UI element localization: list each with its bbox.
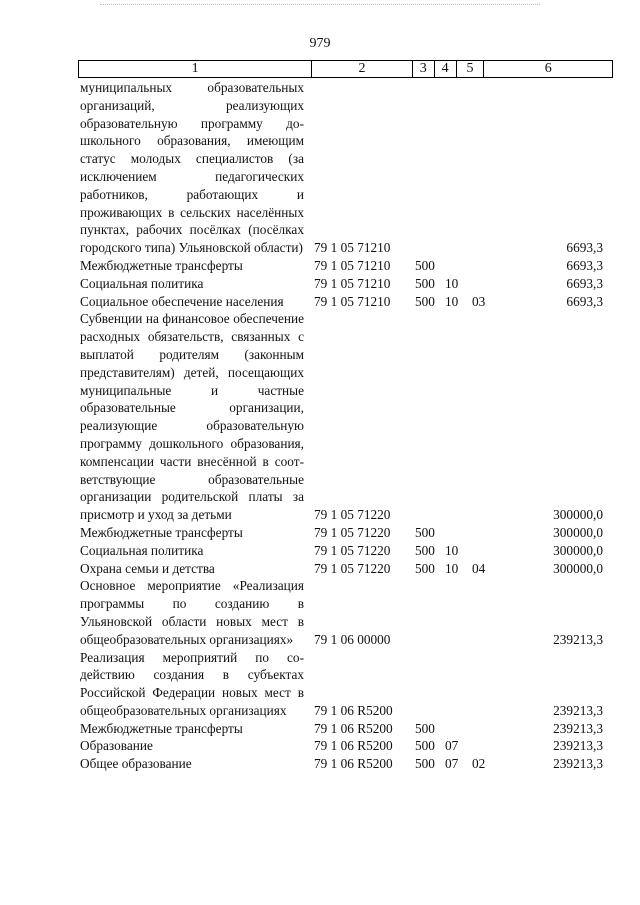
row-code: 79 1 06 00000: [314, 631, 391, 647]
row-col3: 500: [415, 560, 435, 576]
row-code: 79 1 05 71220: [314, 560, 391, 576]
row-amount: 239213,3: [553, 631, 603, 647]
table-row: [80, 737, 613, 755]
table-row: [80, 275, 613, 293]
row-code: 79 1 06 R5200: [314, 738, 393, 754]
table-row: [80, 577, 613, 648]
row-amount: 6693,3: [566, 257, 603, 273]
row-name: Образование: [80, 738, 153, 754]
table-header: [78, 60, 613, 78]
row-code: 79 1 05 71210: [314, 275, 391, 291]
row-amount: 239213,3: [553, 738, 603, 754]
row-col3: 500: [415, 738, 435, 754]
row-amount: 239213,3: [553, 720, 603, 736]
row-amount: 239213,3: [553, 756, 603, 772]
row-col3: 500: [415, 293, 435, 309]
table-row: [80, 560, 613, 578]
table-row: [80, 257, 613, 275]
table-row: [80, 524, 613, 542]
scan-artifact-line: [100, 4, 540, 9]
row-col4: 07: [445, 738, 459, 754]
row-amount: 300000,0: [553, 542, 603, 558]
row-col4: 10: [445, 560, 459, 576]
table-row: [80, 293, 613, 311]
row-code: 79 1 06 R5200: [314, 756, 393, 772]
row-amount: 6693,3: [566, 275, 603, 291]
row-col4: 10: [445, 542, 459, 558]
row-amount: 300000,0: [553, 507, 603, 523]
row-col5: 02: [472, 756, 486, 772]
row-name: Основное мероприятие «Реализация программы по созданию в Ульяновской области новых мест в общеобразовательных организациях»: [80, 578, 304, 647]
row-name: муниципальных образовательных организаций, реализующих образовательную программу дошкольного образования, имеющим статус молодых специалистов (за исключением педагогических работников, работающих и проживающих в сельских населённых пунктах, рабочих посёлках (посёлках городского типа) Ульяновской области): [80, 80, 304, 256]
row-col3: 500: [415, 257, 435, 273]
row-col3: 500: [415, 542, 435, 558]
row-col3: 500: [415, 275, 435, 291]
row-name: Социальная политика: [80, 542, 204, 558]
column-header-5: 5: [457, 61, 485, 77]
row-name: Общее образование: [80, 756, 192, 772]
row-code: 79 1 05 71220: [314, 542, 391, 558]
column-header-1: 1: [79, 61, 312, 77]
table-row: [80, 755, 613, 773]
table-body: [80, 79, 613, 773]
row-col5: 04: [472, 560, 486, 576]
row-col4: 10: [445, 293, 459, 309]
row-name: Межбюджетные трансферты: [80, 720, 243, 736]
row-code: 79 1 06 R5200: [314, 702, 393, 718]
row-amount: 239213,3: [553, 702, 603, 718]
row-name: Межбюджетные трансферты: [80, 257, 243, 273]
row-code: 79 1 05 71220: [314, 524, 391, 540]
table-row: [80, 79, 613, 257]
row-col5: 03: [472, 293, 486, 309]
row-name: Охрана семьи и детства: [80, 560, 215, 576]
table-row: [80, 720, 613, 738]
row-col4: 07: [445, 756, 459, 772]
column-header-6: 6: [544, 61, 552, 76]
row-amount: 6693,3: [566, 240, 603, 256]
row-code: 79 1 05 71210: [314, 293, 391, 309]
row-name: Межбюджетные трансферты: [80, 524, 243, 540]
row-name: Реализация мероприятий по содействию создания в субъектах Российской Федерации новых мест в общеобразовательных организациях: [80, 649, 304, 718]
row-name: Социальная политика: [80, 275, 204, 291]
table-row: [80, 649, 613, 720]
column-header-2: 2: [312, 61, 413, 77]
row-code: 79 1 05 71210: [314, 257, 391, 273]
page-number: 979: [309, 36, 331, 51]
row-col3: 500: [415, 756, 435, 772]
row-col4: 10: [445, 275, 459, 291]
row-col3: 500: [415, 720, 435, 736]
row-name: Социальное обеспечение населения: [80, 293, 284, 309]
table-row: [80, 542, 613, 560]
column-header-3: 3: [413, 61, 435, 77]
row-name: Субвенции на финансовое обеспечение расходных обязательств, связанных с выплатой родителям (законным представителям) детей, посещающих муниципальные и частные образовательные организации, реализующие образовательную программу дошкольного образования, компенсации части внесённой в соответствующие образовательные организации родительской платы за присмотр и уход за детьми: [80, 311, 304, 523]
row-col3: 500: [415, 524, 435, 540]
row-amount: 300000,0: [553, 560, 603, 576]
table-row: [80, 310, 613, 524]
column-header-4: 4: [435, 61, 457, 77]
row-amount: 300000,0: [553, 524, 603, 540]
row-code: 79 1 06 R5200: [314, 720, 393, 736]
row-code: 79 1 05 71220: [314, 507, 391, 523]
row-code: 79 1 05 71210: [314, 240, 391, 256]
row-amount: 6693,3: [566, 293, 603, 309]
